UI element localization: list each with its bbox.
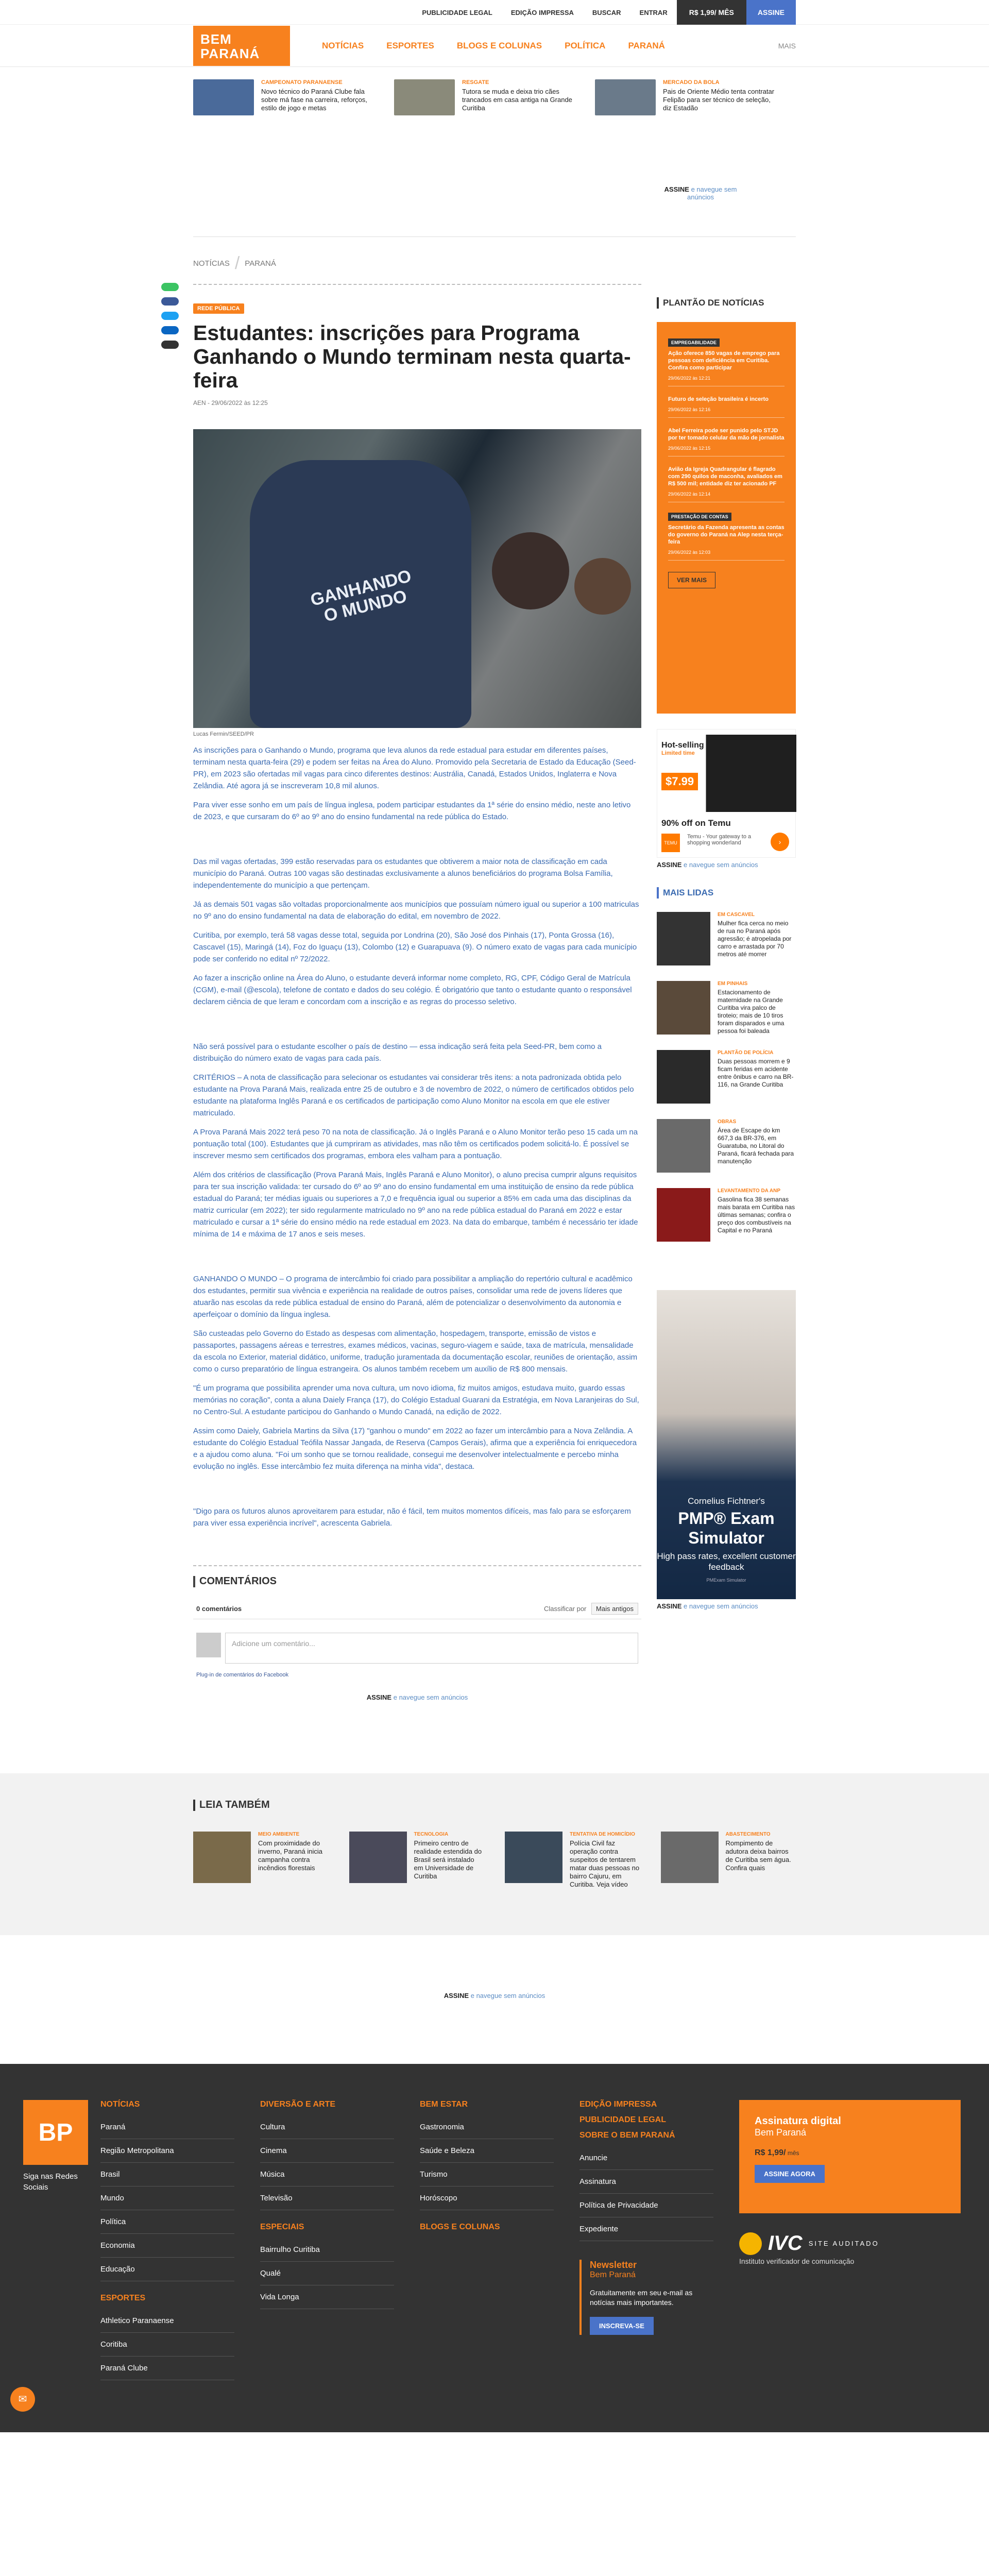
footer-right [739, 2100, 961, 2380]
related-title[interactable]: Novo técnico do Paraná Clube fala sobre má fase na carreira, reforços, estilo de jogo e metas [261, 88, 367, 112]
temu-limited: Limited time [661, 750, 695, 756]
ad-slot-bottom [0, 1935, 989, 2064]
footer-heading[interactable]: ESPECIAIS [260, 2223, 304, 2231]
whatsapp-share-icon[interactable] [161, 283, 179, 291]
paragraph: Já as demais 501 vagas são voltadas proporcionalmente aos municípios que possuíam número igual ou superior a 100 matriculas no 9º ano do ensino fundamental na data de elaboração do edital, em novembro de 2022. [193, 900, 639, 921]
leia-item[interactable] [505, 1832, 640, 1889]
leia-title[interactable]: Rompimento de adutora deixa bairros de Curitiba sem água. Confira quais [725, 1839, 791, 1872]
mais-lidas-header [657, 887, 796, 899]
leia-item[interactable] [661, 1832, 796, 1889]
paragraph: Além dos critérios de classificação (Prova Paraná Mais, Inglês Paraná e Aluno Monitor), o aluno precisa cumprir alguns requisitos para ter sua inscrição validada: ter cursado do 6º ao 9º ano do ensino fundamental em uma instituição de ensino da rede pública estadual do Paraná; ter médias iguais ou superiores a 7,0 e frequência igual ou superior a 85% em cada uma das disciplinas da matriz curricular (em 2022); ter sido regularmente matriculado no 9º ano na rede pública estadual do Paraná em 2022 e estar matriculado e cursar a 1ª série do ensino médio na rede estadual em 2023. Na data do embarque, também é necessário ter idade mínima de 14 e máxima de 17 anos e seis meses. [193, 1171, 638, 1239]
paragraph: Das mil vagas ofertadas, 399 estão reservadas para os estudantes que obtiverem a maior nota de classificação em cada município do Paraná. Outras 100 vagas são destinadas exclusivamente a alunos beneficiários do programa Bolsa Família, independentemente do município a que pertençam. [193, 857, 613, 890]
nav-blogs[interactable]: BLOGS E COLUNAS [456, 41, 542, 50]
footer-link[interactable]: Coritiba [100, 2333, 234, 2357]
footer-link[interactable]: Athletico Paranaense [100, 2309, 234, 2333]
sidebar [657, 279, 796, 1701]
site-footer [0, 2064, 989, 2432]
plantao-title[interactable]: Futuro de seleção brasileira é incerto [668, 396, 769, 402]
nav-mais[interactable]: MAIS [778, 42, 796, 50]
footer-col-sobre [579, 2100, 739, 2380]
breadcrumb [193, 237, 796, 279]
pmp-line1: Cornelius Fichtner's [688, 1496, 765, 1506]
ad-assine-link[interactable]: ASSINE [664, 185, 689, 193]
leia-category: ABASTECIMENTO [725, 1832, 771, 1837]
plantao-item[interactable] [668, 427, 785, 456]
paragraph: CRITÉRIOS – A nota de classificação para selecionar os estudantes vai considerar três itens: a nota padronizada obtida pelo estudante na Prova Paraná Mais, realizada entre 25 de outubro e 3 de novembro de 2022, o número de certificados obtidos pelo estudante na plataforma Inglês Paraná e os certificados de participação como Aluno Monitor na escola em que ele estiver matriculado. [193, 1073, 634, 1117]
footer-link[interactable]: Cultura [260, 2115, 394, 2139]
temu-off: 90% off on Temu [661, 818, 731, 828]
footer-heading[interactable]: BEM ESTAR [420, 2100, 468, 2109]
mais-lidas-item[interactable] [657, 1050, 796, 1106]
ad-assine-link[interactable]: ASSINE [657, 1602, 682, 1610]
related-item[interactable] [595, 79, 780, 152]
ad-assine-link[interactable]: ASSINE [657, 861, 682, 869]
paragraph: A Prova Paraná Mais 2022 terá peso 70 na nota de classificação. Já o Inglês Paraná e o Aluno Monitor terão peso 15 cada um na pontuação total (100). Estudantes que já cumpriram as atividades, mas não têm os certificados podem solicitá-lo. É possível se inscrever mesmo sem certificados dos programas, embora eles valham para a pontuação. [193, 1128, 638, 1160]
footer-logo[interactable]: BP [23, 2100, 88, 2165]
related-item[interactable] [394, 79, 579, 152]
footer-link[interactable]: Política [100, 2210, 234, 2234]
footer-link[interactable]: Paraná [100, 2115, 234, 2139]
pmp-line3: High pass rates, excellent customer feedback [657, 1551, 796, 1572]
paragraph: Assim como Daiely, Gabriela Martins da Silva (17) "ganhou o mundo" em 2022 ao fazer um intercâmbio para a Nova Zelândia. A estudante do Colégio Estadual Teófila Nassar Jangada, de Reserva (Campos Gerais), afirma que a experiência foi enriquecedora e a ajudou como aluna. "Foi um sonho que se tornou realidade, consegui me desenvolver intelectualmente e percebo minha evolução no inglês. Esse intercâmbio fez muita diferença na minha vida", destaca. [193, 1427, 637, 1471]
logo-line2: PARANÁ [200, 46, 260, 61]
footer-link[interactable]: Anuncie [579, 2146, 713, 2170]
nav-politica[interactable]: POLÍTICA [565, 41, 606, 50]
comments-bar [193, 1587, 641, 1619]
footer-heading[interactable]: SOBRE O BEM PARANÁ [579, 2131, 675, 2140]
plantao-item[interactable] [668, 466, 785, 502]
ivc-badge [739, 2232, 961, 2255]
facebook-plugin-link[interactable]: Plug-in de comentários do Facebook [196, 1672, 289, 1678]
ad-note [193, 1693, 641, 1701]
footer-link[interactable]: Cinema [260, 2139, 394, 2163]
mais-lidas-category: OBRAS [718, 1119, 737, 1125]
link-buscar[interactable]: BUSCAR [592, 8, 621, 16]
temu-sub: Temu - Your gateway to a shopping wonderland [687, 834, 752, 846]
ad-note-text: e navegue sem anúncios [684, 861, 758, 869]
leia-title[interactable]: Com proximidade do inverno, Paraná inicia campanha contra incêndios florestais [258, 1839, 323, 1872]
plantao-time: 29/06/2022 às 12:15 [668, 446, 785, 456]
paragraph: Curitiba, por exemplo, terá 58 vagas desse total, seguida por Londrina (20), São José dos Pinhais (17), Ponta Grossa (16), Cascavel (15), Maringá (14), Foz do Iguaçu (13), Colombo (12) e Guarapuava (9). O número exato de vagas para cada município pode ser conferido no edital nº 72/2022. [193, 931, 637, 963]
paragraph: Não será possível para o estudante escolher o país de destino — essa indicação será feita pela Seed-PR, bem como a distribuição do número exato de vagas para cada país. [193, 1042, 602, 1063]
leia-item[interactable] [349, 1832, 485, 1889]
person-shape [492, 532, 569, 609]
ivc-sun-icon [739, 2232, 762, 2255]
plantao-title[interactable]: Abel Ferreira pode ser punido pelo STJD por ter tomado celular da mão de jornalista [668, 428, 785, 441]
chat-icon[interactable]: ✉ [10, 2387, 35, 2412]
ad-assine-link[interactable]: ASSINE [444, 1992, 469, 1999]
plantao-time: 29/06/2022 às 12:21 [668, 376, 785, 386]
pmp-line2: PMP® Exam Simulator [678, 1509, 775, 1547]
related-item[interactable] [193, 79, 379, 152]
footer-link[interactable]: Região Metropolitana [100, 2139, 234, 2163]
temu-ad[interactable] [657, 729, 796, 858]
leia-title[interactable]: Primeiro centro de realidade estendida do Brasil será instalado em Universidade de Curitiba [414, 1839, 482, 1880]
footer-link[interactable]: Qualé [260, 2262, 394, 2285]
leia-item[interactable] [193, 1832, 329, 1889]
heading-bar [193, 1576, 195, 1587]
footer-heading[interactable]: BLOGS E COLUNAS [420, 2223, 500, 2231]
related-category: MERCADO DA BOLA [663, 79, 720, 86]
related-thumb [193, 79, 254, 115]
leia-thumb [193, 1832, 251, 1883]
mais-lidas-thumb [657, 912, 710, 965]
paragraph: São custeadas pelo Governo do Estado as despesas com alimentação, hospedagem, transporte, emissão de vistos e passaportes, passagens aéreas e terrestres, exames médicos, vacinas, seguro-viagem e saúde, taxa de matrícula, mensalidade da escola no Exterior, material didático, uniforme, tradução juramentada da documentação escolar, reuniões de orientação, assim como o curso preparatório de língua estrangeira. Os alunos também recebem um auxílio de R$ 800 mensais. [193, 1329, 638, 1374]
footer-link[interactable]: Turismo [420, 2163, 554, 2187]
footer-col-noticias [100, 2100, 260, 2380]
plantao-item[interactable] [668, 512, 785, 561]
comments-heading: COMENTÁRIOS [199, 1575, 277, 1587]
subscription-heading: Assinatura digital [755, 2115, 841, 2127]
site-header [0, 25, 989, 67]
footer-social-label: Siga nas Redes Sociais [23, 2172, 78, 2192]
related-title[interactable]: Tutora se muda e deixa trio cães trancados em casa antiga na Grande Curitiba [462, 88, 572, 112]
comments-section [193, 1565, 641, 1678]
comment-composer [193, 1633, 641, 1664]
ver-mais-button[interactable]: VER MAIS [668, 572, 715, 588]
share-bar [161, 283, 179, 349]
related-strip [193, 67, 796, 165]
ad-assine-link[interactable]: ASSINE [366, 1693, 392, 1701]
leia-title[interactable]: Polícia Civil faz operação contra suspeitos de tentarem matar duas pessoas no bairro Cajuru, em Curitiba. Veja vídeo [570, 1839, 640, 1888]
comments-count: 0 comentários [196, 1605, 242, 1613]
footer-link[interactable]: Vida Longa [260, 2285, 394, 2309]
mais-lidas-thumb [657, 1050, 710, 1104]
temu-logo: TEMU [661, 834, 680, 852]
price-button[interactable]: R$ 1,99/ MÊS [677, 0, 746, 25]
breadcrumb-separator: / [234, 253, 240, 273]
nav-parana[interactable]: PARANÁ [628, 41, 665, 50]
ad-note [662, 185, 739, 201]
heading-bar [657, 887, 659, 899]
footer-link[interactable]: Televisão [260, 2187, 394, 2210]
paragraph: GANHANDO O MUNDO – O programa de intercâmbio foi criado para possibilitar a ampliação do repertório cultural e acadêmico dos estudantes, permitir sua vivência e experiência na realidade de outros países, consolidar uma rede de jovens líderes que atuarão nas escolas da rede pública estadual de ensino do Paraná, além de potencializar o desenvolvimento da autonomia e aperfeiçoar o domínio da língua inglesa. [193, 1275, 633, 1319]
subscription-sub: Bem Paraná [755, 2127, 807, 2138]
mais-lidas-heading: MAIS LIDAS [663, 888, 714, 897]
comments-header [193, 1575, 641, 1587]
paragraph: As inscrições para o Ganhando o Mundo, programa que leva alunos da rede estadual para estudar em diferentes países, terminam nesta quarta-feira (29) e podem ser feitas na Área do Aluno. Promovido pela Secretaria de Estado da Educação (Seed-PR), em 2023 são ofertadas mil vagas para cinco diferentes destinos: Austrália, Canadá, Estados Unidos, Inglaterra e Nova Zelândia. Até agora já se inscreveram 10,8 mil alunos. [193, 746, 636, 790]
mais-lidas-title[interactable]: Mulher fica cerca no meio de rua no Paraná após agressão; é atropelada por carro e arrastada por 70 metros até morrer [718, 920, 792, 958]
ad-note-text: e navegue sem anúncios [393, 1693, 468, 1701]
logo-line1: BEM [200, 31, 232, 47]
hero-image [193, 429, 641, 728]
site-logo[interactable] [193, 26, 290, 66]
ivc-label: SITE AUDITADO [808, 2239, 879, 2247]
heading-bar [657, 297, 659, 309]
article [193, 279, 641, 1701]
footer-heading[interactable]: DIVERSÃO E ARTE [260, 2100, 336, 2109]
related-category: CAMPEONATO PARANAENSE [261, 79, 343, 86]
mais-lidas-category: PLANTÃO DE POLÍCIA [718, 1050, 774, 1056]
nav-esportes[interactable]: ESPORTES [386, 41, 434, 50]
paragraph: "Digo para os futuros alunos aproveitarem para estudar, não é fácil, tem muitos momentos difíceis, mas falo para se esforçarem para viver essa experiência incrível", acrescenta Gabriela. [193, 1507, 631, 1528]
pmp-ad[interactable] [657, 1290, 796, 1599]
temu-hot: Hot-selling Limited time [661, 741, 704, 756]
footer-heading[interactable]: PUBLICIDADE LEGAL [579, 2115, 666, 2124]
related-thumb [394, 79, 455, 115]
backpack-shape [250, 460, 471, 728]
footer-heading[interactable]: EDIÇÃO IMPRESSA [579, 2100, 657, 2109]
mais-lidas-item[interactable] [657, 1188, 796, 1244]
heading-bar [193, 1800, 195, 1811]
link-entrar[interactable]: ENTRAR [639, 8, 668, 16]
footer-link[interactable]: Gastronomia [420, 2115, 554, 2139]
mais-lidas-title[interactable]: Área de Escape do km 667,3 da BR-376, em Guaratuba, no Litoral do Paraná, ficará fechada para manutenção [718, 1127, 794, 1165]
plantao-badge: EMPREGABILIDADE [668, 338, 720, 347]
footer-heading[interactable]: NOTÍCIAS [100, 2100, 140, 2109]
footer-link[interactable]: Saúde e Beleza [420, 2139, 554, 2163]
mais-lidas-item[interactable] [657, 1119, 796, 1175]
ad-note [657, 1602, 796, 1610]
leia-heading: LEIA TAMBÉM [199, 1799, 270, 1810]
ad-slot-top [193, 165, 796, 237]
twitter-share-icon[interactable] [161, 312, 179, 320]
footer-link[interactable]: Horóscopo [420, 2187, 554, 2210]
sort-label: Classificar por [544, 1605, 587, 1613]
plantao-item[interactable] [668, 396, 785, 418]
paragraph: "É um programa que possibilita aprender uma nova cultura, um novo idioma, fiz muitos amigos, estudava muito, guardo essas memórias no coração", conta a aluna Daiely França (17), do Colégio Estadual Guarani da Estratégia, em Nova Laranjeiras do Sul, no Centro-Sul. A estudante participou do Ganhando o Mundo Canadá, na edição de 2022. [193, 1384, 639, 1416]
footer-link[interactable]: Política de Privacidade [579, 2194, 713, 2217]
footer-link[interactable]: Assinatura [579, 2170, 713, 2194]
paragraph: Ao fazer a inscrição online na Área do Aluno, o estudante deverá informar nome completo, RG, CPF, Código Geral de Matrícula (CGM), e-mail (@escola), telefone de contato e dados do seu colégio. É obrigatório que tanto o estudante quanto o responsável declarem ciência de que leram e concordam com a inscrição e as regras do processo seletivo. [193, 974, 632, 1006]
article-title: Estudantes: inscrições para Programa Ganhando o Mundo terminam nesta quarta-feira [193, 321, 631, 392]
related-title[interactable]: Pais de Oriente Médio tenta contratar Felipão para ser técnico de seleção, diz Estadão [663, 88, 775, 112]
mais-lidas-thumb [657, 1119, 710, 1173]
footer-col-bem-estar [420, 2100, 579, 2380]
breadcrumb-noticias[interactable]: NOTÍCIAS [193, 259, 230, 268]
mais-lidas-thumb [657, 981, 710, 1035]
newsletter-text: Gratuitamente em seu e-mail as notícias mais importantes. [590, 2289, 693, 2307]
newsletter-sub: Bem Paraná [590, 2270, 636, 2279]
plantao-time: 29/06/2022 às 12:14 [668, 492, 785, 502]
plantao-badge: PRESTAÇÃO DE CONTAS [668, 513, 731, 521]
mais-lidas-item[interactable] [657, 981, 796, 1037]
footer-heading[interactable]: ESPORTES [100, 2294, 146, 2302]
plantao-time: 29/06/2022 às 12:03 [668, 550, 785, 561]
plantao-title[interactable]: Avião da Igreja Quadrangular é flagrado com 290 quilos de maconha, avaliados em R$ 500 mil; entidade diz ter acionado PF [668, 466, 782, 487]
ivc-logo: IVC [768, 2232, 803, 2255]
footer-link[interactable]: Mundo [100, 2187, 234, 2210]
related-thumb [595, 79, 656, 115]
main-nav [311, 41, 778, 51]
leia-header [193, 1799, 796, 1811]
mais-lidas-item[interactable] [657, 912, 796, 968]
comments-sort [544, 1605, 638, 1613]
leia-thumb [349, 1832, 407, 1883]
facebook-share-icon[interactable] [161, 297, 179, 306]
footer-col-diversao [260, 2100, 420, 2380]
footer-brand [23, 2100, 95, 2380]
email-share-icon[interactable] [161, 341, 179, 349]
newsletter-heading: Newsletter [590, 2260, 637, 2270]
footer-link[interactable]: Brasil [100, 2163, 234, 2187]
nav-noticias[interactable]: NOTÍCIAS [322, 41, 364, 50]
mais-lidas-category: EM CASCAVEL [718, 912, 755, 918]
footer-link[interactable]: Paraná Clube [100, 2357, 234, 2380]
temu-price: $7.99 [661, 773, 698, 790]
paragraph: Para viver esse sonho em um país de língua inglesa, podem participar estudantes da 1ª série do ensino médio, neste ano letivo de 2023, e que cursaram do 6º ao 9º ano do ensino fundamental na rede pública do Estado. [193, 801, 631, 821]
mais-lidas-title[interactable]: Gasolina fica 38 semanas mais barata em Curitiba nas últimas semanas; confira o preço dos combustíveis na Capital e no Paraná [718, 1196, 795, 1234]
link-publicidade-legal[interactable]: PUBLICIDADE LEGAL [422, 8, 492, 16]
arrow-right-icon[interactable]: › [771, 833, 789, 851]
leia-category: TENTATIVA DE HOMICÍDIO [570, 1832, 635, 1837]
plantao-time: 29/06/2022 às 12:16 [668, 407, 785, 418]
linkedin-share-icon[interactable] [161, 326, 179, 334]
newsletter-box [579, 2260, 713, 2335]
ad-note [657, 861, 796, 869]
backpack-logo: GANHANDO O MUNDO [308, 566, 414, 626]
link-edicao-impressa[interactable]: EDIÇÃO IMPRESSA [510, 8, 574, 16]
footer-link[interactable]: Música [260, 2163, 394, 2187]
ad-note-text: e navegue sem anúncios [687, 185, 737, 201]
avatar [196, 1633, 221, 1657]
plantao-heading: PLANTÃO DE NOTÍCIAS [663, 298, 764, 308]
plantao-title[interactable]: Secretário da Fazenda apresenta as contas do governo do Paraná na Alep nesta terça-feira [668, 524, 785, 545]
divider [193, 284, 641, 285]
top-bar [0, 0, 989, 25]
ivc-sub: Instituto verificador de comunicação [739, 2257, 855, 2265]
ad-note-text: e navegue sem anúncios [684, 1602, 758, 1610]
plantao-item[interactable] [668, 337, 785, 386]
related-category: RESGATE [462, 79, 489, 86]
plantao-box [657, 322, 796, 714]
mais-lidas-title[interactable]: Estacionamento de maternidade na Grande Curitiba vira palco de tiroteio; mais de 10 tiros foram disparados e uma pessoa foi baleada [718, 989, 785, 1035]
leia-category: MEIO AMBIENTE [258, 1832, 300, 1837]
mais-lidas-category: EM PINHAIS [718, 981, 748, 987]
subscription-price: R$ 1,99/ mês [755, 2148, 799, 2157]
article-tag[interactable]: REDE PÚBLICA [193, 303, 244, 314]
footer-link[interactable]: Bairrulho Curitiba [260, 2238, 394, 2262]
pmp-line4: PMExam Simulator [706, 1578, 746, 1583]
mais-lidas-thumb [657, 1188, 710, 1242]
mais-lidas-title[interactable]: Duas pessoas morrem e 9 ficam feridas em acidente entre ônibus e carro na BR-116, na Grande Curitiba [718, 1058, 794, 1088]
mais-lidas-category: LEVANTAMENTO DA ANP [718, 1188, 781, 1194]
leia-category: TECNOLOGIA [414, 1832, 449, 1837]
article-byline: AEN - 29/06/2022 às 12:25 [193, 399, 268, 406]
person-shape [574, 558, 631, 615]
article-body [193, 744, 641, 1529]
ad-note [0, 1992, 989, 1999]
assine-button[interactable]: ASSINE [746, 0, 796, 25]
assine-agora-button[interactable]: ASSINE AGORA [755, 2165, 825, 2183]
comment-input[interactable]: Adicione um comentário... [225, 1633, 638, 1664]
breadcrumb-parana[interactable]: PARANÁ [245, 259, 276, 268]
newsletter-button[interactable]: INSCREVA-SE [590, 2317, 654, 2335]
footer-link[interactable]: Economia [100, 2234, 234, 2258]
plantao-header [657, 297, 796, 309]
plantao-title[interactable]: Ação oferece 850 vagas de emprego para pessoas com deficiência em Curitiba. Confira como participar [668, 350, 780, 371]
image-caption: Lucas Fermin/SEED/PR [193, 731, 254, 737]
sort-select[interactable]: Mais antigos [591, 1603, 638, 1615]
ad-note-text: e navegue sem anúncios [470, 1992, 545, 1999]
leia-tambem-section [0, 1773, 989, 1935]
footer-link[interactable]: Expediente [579, 2217, 713, 2241]
leia-thumb [505, 1832, 562, 1883]
footer-link[interactable]: Educação [100, 2258, 234, 2281]
subscription-box [739, 2100, 961, 2213]
leia-thumb [661, 1832, 719, 1883]
